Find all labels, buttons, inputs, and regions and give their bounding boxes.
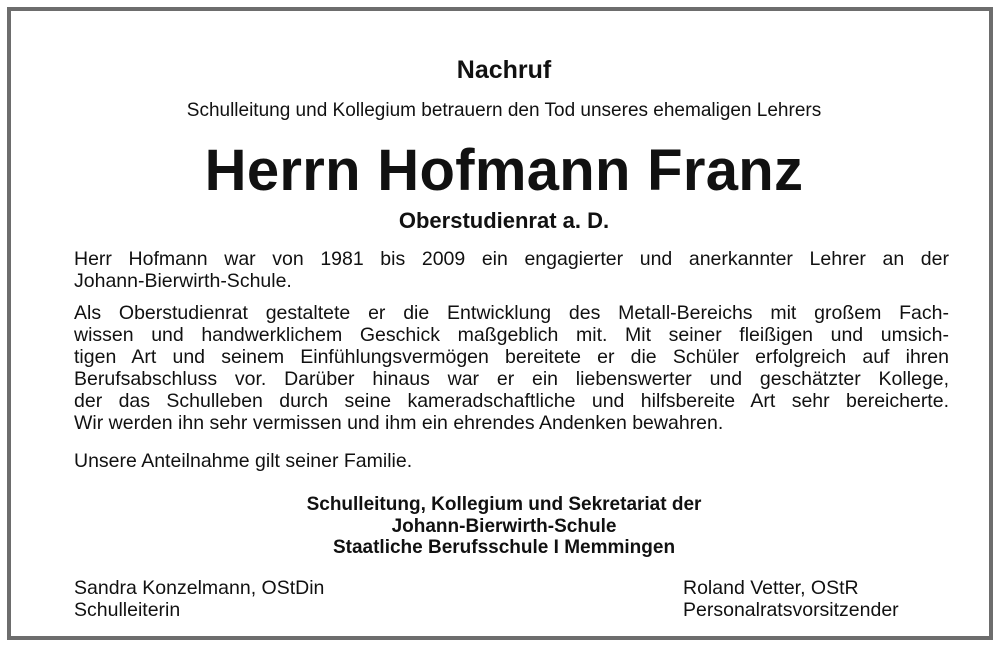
paragraph-condolence xyxy=(74,450,949,472)
signatory-name: Sandra Konzelmann, OStDin xyxy=(74,577,325,599)
paragraph-line: Als Oberstudienrat gestaltete er die Entwicklung des Metall-Bereichs mit großem Fach- xyxy=(74,302,949,324)
signatory-role: Personalratsvorsitzender xyxy=(683,599,899,621)
signatory-role: Schulleiterin xyxy=(74,599,181,621)
deceased-name: Herrn Hofmann Franz xyxy=(204,138,804,203)
sender-line: Staatliche Berufsschule I Memmingen xyxy=(332,537,676,558)
paragraph-line: Wir werden ihn sehr vermissen und ihm ein ehrendes Andenken bewahren. xyxy=(74,412,724,434)
sender-line: Schulleitung, Kollegium und Sekretariat der xyxy=(306,494,702,515)
paragraph-line: Berufsabschluss vor. Darüber hinaus war er ein liebenswerter und geschätzter Kollege, xyxy=(74,368,949,390)
signature-right xyxy=(683,577,899,621)
signature-left xyxy=(74,577,324,621)
sender-line: Johann-Bierwirth-Schule xyxy=(391,515,617,537)
paragraph-line: tigen Art und seinem Einfühlungsvermögen bereitete er die Schüler erfolgreich auf ihren xyxy=(74,346,949,368)
paragraph-line: wissen und handwerklichem Geschick maßgeblich mit. Mit seiner fleißigen und umsich- xyxy=(74,324,949,346)
paragraph-line: Johann-Bierwirth-Schule. xyxy=(74,270,292,292)
paragraph-tribute xyxy=(74,302,949,434)
signatory-name: Roland Vetter, OStR xyxy=(683,577,859,599)
notice-intro: Schulleitung und Kollegium betrauern den Tod unseres ehemaligen Lehrers xyxy=(186,100,822,121)
paragraph-career xyxy=(74,248,949,292)
deceased-title: Oberstudienrat a. D. xyxy=(398,208,610,233)
sender-block xyxy=(11,494,997,559)
paragraph-line: Herr Hofmann war von 1981 bis 2009 ein engagierter und anerkannter Lehrer an der xyxy=(74,248,949,270)
paragraph-line: der das Schulleben durch seine kameradschaftliche und hilfsbereite Art sehr bereicherte. xyxy=(74,390,949,412)
obituary-frame xyxy=(7,7,993,640)
paragraph-line: Unsere Anteilnahme gilt seiner Familie. xyxy=(74,450,413,472)
notice-heading: Nachruf xyxy=(456,56,552,84)
